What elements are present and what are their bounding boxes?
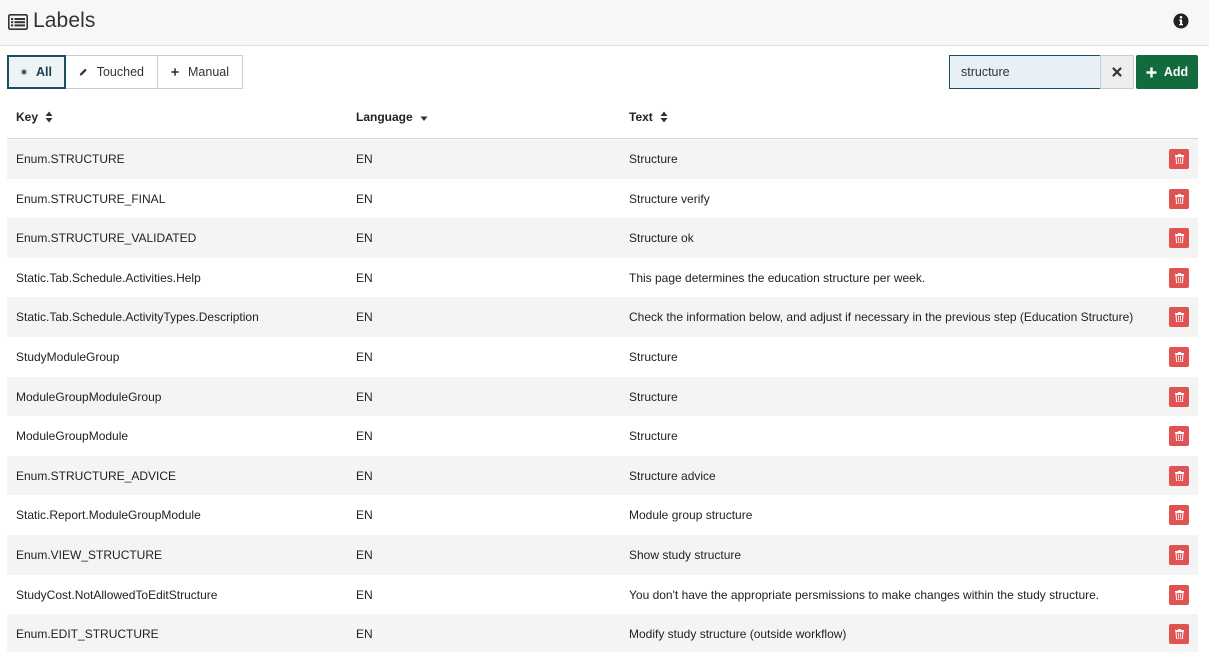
cell-language: EN [356, 429, 373, 444]
delete-button[interactable] [1169, 545, 1189, 565]
cell-language: EN [356, 349, 373, 364]
page-header [0, 0, 1209, 46]
list-icon [8, 14, 28, 30]
search-group [949, 55, 1134, 89]
table-row [7, 377, 1198, 417]
search-input[interactable] [949, 55, 1100, 89]
add-label-button[interactable] [1136, 55, 1198, 89]
trash-icon [1175, 510, 1184, 520]
cell-language: EN [356, 270, 373, 285]
cell-text: Structure ok [629, 231, 694, 246]
table-row [7, 258, 1198, 298]
delete-button[interactable] [1169, 149, 1189, 169]
trash-icon [1175, 550, 1184, 560]
trash-icon [1175, 590, 1184, 600]
trash-icon [1175, 471, 1184, 481]
filter-all-button[interactable] [7, 55, 66, 89]
trash-icon [1175, 233, 1184, 243]
delete-button[interactable] [1169, 228, 1189, 248]
cell-text: Structure verify [629, 191, 710, 206]
cell-key: Enum.STRUCTURE_VALIDATED [16, 231, 197, 246]
filter-manual-button[interactable] [157, 55, 243, 89]
cell-key: ModuleGroupModule [16, 429, 129, 444]
delete-button[interactable] [1169, 347, 1189, 367]
trash-icon [1175, 312, 1184, 322]
column-header-key[interactable] [16, 110, 53, 124]
cell-text: This page determines the education structure per week. [629, 270, 926, 285]
cell-language: EN [356, 508, 373, 523]
delete-button[interactable] [1169, 624, 1189, 644]
cell-text: Check the information below, and adjust if necessary in the previous step (Education Structure) [629, 310, 1134, 325]
column-header-key-label: Key [16, 110, 39, 124]
filter-touched-button[interactable] [65, 55, 158, 89]
trash-icon [1175, 194, 1184, 204]
cell-key: StudyCost.NotAllowedToEditStructure [16, 587, 218, 602]
sort-icon [45, 111, 53, 123]
table-row [7, 218, 1198, 258]
column-header-language-label: Language [356, 110, 413, 124]
cell-language: EN [356, 587, 373, 602]
cell-language: EN [356, 231, 373, 246]
cell-language: EN [356, 389, 373, 404]
labels-table [7, 97, 1198, 652]
table-row [7, 179, 1198, 219]
filter-manual-label: Manual [188, 65, 229, 79]
sort-desc-icon [420, 111, 428, 123]
trash-icon [1175, 352, 1184, 362]
delete-button[interactable] [1169, 426, 1189, 446]
asterisk-icon [21, 66, 27, 78]
table-body [7, 139, 1198, 652]
delete-button[interactable] [1169, 466, 1189, 486]
column-header-text-label: Text [629, 110, 653, 124]
filter-button-group [7, 55, 243, 89]
cell-language: EN [356, 152, 373, 166]
delete-button[interactable] [1169, 387, 1189, 407]
column-header-language[interactable] [356, 110, 428, 124]
info-circle-icon[interactable] [1173, 13, 1189, 29]
trash-icon [1175, 431, 1184, 441]
trash-icon [1175, 392, 1184, 402]
table-row [7, 139, 1198, 179]
cell-text: You don't have the appropriate persmissions to make changes within the study structure. [629, 587, 1100, 602]
cell-key: Enum.VIEW_STRUCTURE [16, 547, 163, 562]
page-title: Labels [33, 9, 96, 32]
cell-key: Static.Report.ModuleGroupModule [16, 508, 201, 523]
cell-text: Modify study structure (outside workflow) [629, 627, 847, 642]
cell-text: Module group structure [629, 508, 753, 523]
delete-button[interactable] [1169, 307, 1189, 327]
cell-key: ModuleGroupModuleGroup [16, 389, 162, 404]
column-header-text[interactable] [629, 110, 668, 124]
sort-icon [660, 111, 668, 123]
cell-text: Structure [629, 349, 678, 364]
add-button-label: Add [1163, 65, 1189, 79]
cell-key: Enum.STRUCTURE_FINAL [16, 191, 166, 206]
cell-key: Enum.STRUCTURE [16, 152, 125, 166]
cell-language: EN [356, 547, 373, 562]
clear-search-button[interactable] [1100, 55, 1134, 89]
cell-text: Structure [629, 152, 678, 166]
cell-language: EN [356, 191, 373, 206]
filter-touched-label: Touched [96, 65, 144, 79]
cell-key: Enum.EDIT_STRUCTURE [16, 627, 159, 642]
cell-key: StudyModuleGroup [16, 349, 120, 364]
cell-language: EN [356, 310, 373, 325]
filter-all-label: All [36, 65, 52, 79]
table-row [7, 614, 1198, 652]
trash-icon [1175, 629, 1184, 639]
trash-icon [1175, 273, 1184, 283]
table-header [7, 97, 1198, 139]
cell-text: Structure advice [629, 468, 716, 483]
pencil-icon [79, 66, 88, 78]
cell-key: Static.Tab.Schedule.Activities.Help [16, 270, 201, 285]
cell-language: EN [356, 468, 373, 483]
trash-icon [1175, 154, 1184, 164]
cell-text: Structure [629, 429, 678, 444]
cell-text: Show study structure [629, 547, 742, 562]
cell-key: Enum.STRUCTURE_ADVICE [16, 468, 177, 483]
delete-button[interactable] [1169, 505, 1189, 525]
cell-text: Structure [629, 389, 678, 404]
plus-icon [171, 66, 179, 78]
table-row [7, 456, 1198, 496]
table-row [7, 416, 1198, 456]
table-row [7, 535, 1198, 575]
table-row [7, 575, 1198, 615]
plus-icon [1146, 67, 1157, 78]
table-row [7, 495, 1198, 535]
delete-button[interactable] [1169, 585, 1189, 605]
table-row [7, 337, 1198, 377]
table-row [7, 297, 1198, 337]
close-icon [1112, 67, 1122, 77]
cell-language: EN [356, 627, 373, 642]
delete-button[interactable] [1169, 268, 1189, 288]
delete-button[interactable] [1169, 189, 1189, 209]
cell-key: Static.Tab.Schedule.ActivityTypes.Description [16, 310, 259, 325]
